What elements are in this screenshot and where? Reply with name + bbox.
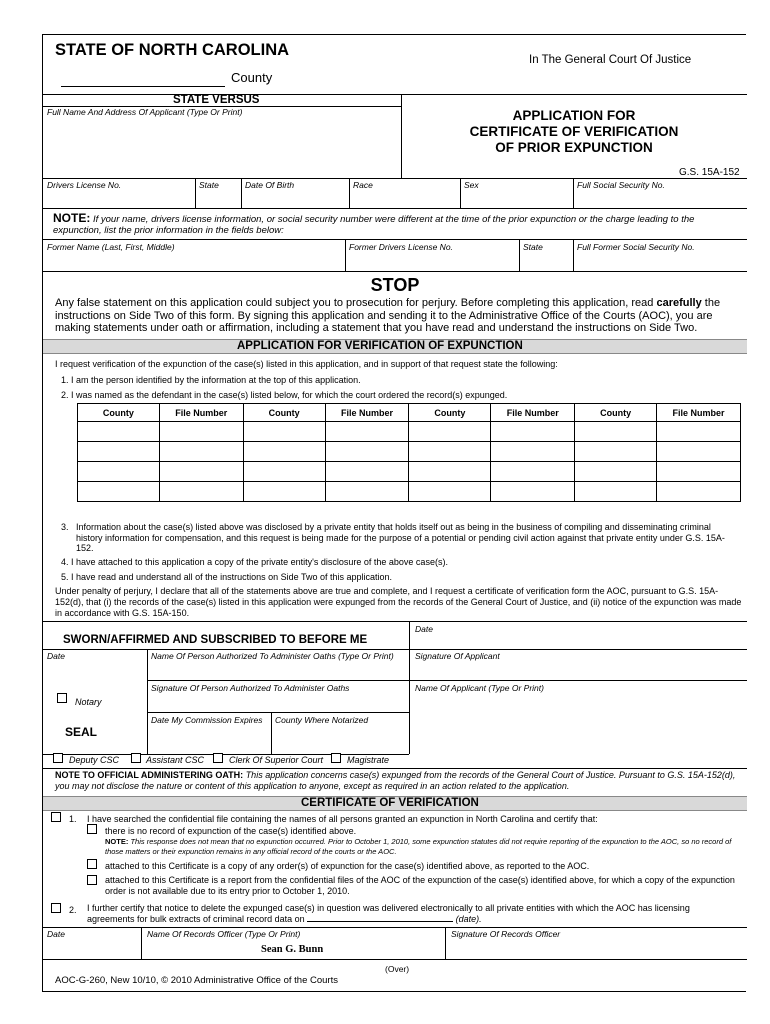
application-item-2: 2. I was named as the defendant in the case(s) listed below, for which the court ordered the record(s) expunged. xyxy=(61,390,508,400)
application-item-3: Information about the case(s) listed above was disclosed by a private entity that holds itself out as being in the business of compiling and disseminating criminal history information for compensation, and this request is being made for the purpose of a potential or pending civil action against that private entity under G.S. 15A-152. xyxy=(76,522,725,553)
certify-2-checkbox[interactable] xyxy=(51,903,61,913)
applicant-name-label: Name Of Applicant (Type Or Print) xyxy=(415,683,544,693)
officer-name: Sean G. Bunn xyxy=(261,944,324,955)
form-id: AOC-G-260, New 10/10, © 2010 Administrative Office of the Courts xyxy=(55,975,338,986)
report-attached-checkbox[interactable] xyxy=(87,875,97,885)
certify-2-num: 2. xyxy=(69,905,77,915)
table-row xyxy=(78,482,741,502)
former-info-note xyxy=(53,213,743,236)
report-attached-text: attached to this Certificate is a report from the confidential files of the AOC of the expunction of the case(s) identified above, for which a copy of the expunction order is not available due to its entry prior to October 1, 2010. xyxy=(105,875,735,896)
application-item-5: 5. I have read and understand all of the instructions on Side Two of this application. xyxy=(61,572,393,582)
notary-label: Notary xyxy=(75,697,102,707)
officer-name-label: Name Of Records Officer (Type Or Print) xyxy=(147,929,301,939)
no-record-checkbox[interactable] xyxy=(87,824,97,834)
clerk-label: Clerk Of Superior Court xyxy=(229,755,324,765)
form-page xyxy=(42,34,746,992)
assistant-csc-checkbox[interactable] xyxy=(131,753,141,763)
oath-date-label: Date xyxy=(47,651,65,661)
seal-label: SEAL xyxy=(65,725,98,739)
id-state-label: State xyxy=(199,180,219,190)
county-line xyxy=(61,86,225,87)
case-table xyxy=(77,403,741,502)
state-versus-label: STATE VERSUS xyxy=(173,94,260,106)
deputy-csc-label: Deputy CSC xyxy=(69,755,120,765)
application-band xyxy=(43,339,747,354)
no-record-text: there is no record of expunction of the case(s) identified above. xyxy=(105,826,357,836)
deputy-csc-checkbox[interactable] xyxy=(53,753,63,763)
authorized-signature-label: Signature Of Person Authorized To Administer Oaths xyxy=(151,683,350,693)
sworn-heading: SWORN/AFFIRMED AND SUBSCRIBED TO BEFORE ME xyxy=(63,634,368,646)
order-attached-checkbox[interactable] xyxy=(87,859,97,869)
certify-1-text: I have searched the confidential file containing the names of all persons granted an expunction in North Carolina and certify that: xyxy=(87,814,598,824)
table-row xyxy=(78,422,741,442)
official-oath-note: NOTE TO OFFICIAL ADMINISTERING OATH: This application concerns case(s) expunged from the records of the General Court of Justice. Pursuant to G.S. 15A-152(d), you may not disclose the nature or content of this application to anyone, except as required in an action related to the application. xyxy=(55,770,736,791)
drivers-license-label: Drivers License No. xyxy=(47,180,122,190)
order-attached-text: attached to this Certificate is a copy of any order(s) of expunction for the case(s) identified above, as reported to the AOC. xyxy=(105,861,590,871)
county-label: County xyxy=(231,70,273,85)
perjury-statement: Under penalty of perjury, I declare that all of the statements above are true and complete, and I request a certificate of verification form the AOC, pursuant to G.S. 15A-152(d), that (i) the records of the case(s) listed in this application were expunged from the records of the General Court of Justice, and (ii) notice of the expunction was made in accordance with G.S. 15A-150. xyxy=(55,586,742,618)
certify-1-num: 1. xyxy=(69,814,77,824)
county-notarized-label: County Where Notarized xyxy=(275,715,369,725)
former-name-label: Former Name (Last, First, Middle) xyxy=(47,242,175,252)
magistrate-checkbox[interactable] xyxy=(331,753,341,763)
application-item-4: 4. I have attached to this application a copy of the private entity's disclosure of the above case(s). xyxy=(61,557,448,567)
certificate-heading: CERTIFICATE OF VERIFICATION xyxy=(301,797,479,809)
title-line-2: CERTIFICATE OF VERIFICATION xyxy=(469,124,679,139)
notice-date-field[interactable] xyxy=(307,921,453,922)
former-ssn-label: Full Former Social Security No. xyxy=(577,242,695,252)
ssn-label: Full Social Security No. xyxy=(577,180,665,190)
former-license-label: Former Drivers License No. xyxy=(349,242,453,252)
note-text: If your name, drivers license information, or social security number were different at the time of the prior expunction or the charge leading to the expunction, list the prior information in the fields below: xyxy=(53,214,695,236)
statute-label: G.S. 15A-152 xyxy=(679,167,740,178)
form-title xyxy=(401,108,747,156)
authorized-name-label: Name Of Person Authorized To Administer Oaths (Type Or Print) xyxy=(151,651,394,661)
title-line-1: APPLICATION FOR xyxy=(512,108,636,123)
note-label: NOTE: xyxy=(53,211,91,225)
applicant-label: Full Name And Address Of Applicant (Type Or Print) xyxy=(47,107,243,117)
court-label: In The General Court Of Justice xyxy=(529,54,692,66)
certificate-date-label: Date xyxy=(47,929,65,939)
commission-expires-label: Date My Commission Expires xyxy=(151,715,263,725)
application-item-1: 1. I am the person identified by the information at the top of this application. xyxy=(61,375,361,385)
application-item-3-num: 3. xyxy=(61,522,69,532)
table-row xyxy=(78,442,741,462)
former-state-label: State xyxy=(523,242,543,252)
assistant-csc-label: Assistant CSC xyxy=(146,755,205,765)
dob-label: Date Of Birth xyxy=(245,180,295,190)
application-intro: I request verification of the expunction of the case(s) listed in this application, and in support of that request state the following: xyxy=(55,359,558,369)
certify-1-checkbox[interactable] xyxy=(51,812,61,822)
sex-label: Sex xyxy=(464,180,479,190)
officer-signature-label: Signature Of Records Officer xyxy=(451,929,561,939)
race-label: Race xyxy=(353,180,373,190)
title-line-3: OF PRIOR EXPUNCTION xyxy=(495,140,653,155)
table-row xyxy=(78,462,741,482)
case-table-header: County File Number County File Number County File Number County File Number xyxy=(78,404,741,422)
applicant-signature-label: Signature Of Applicant xyxy=(415,651,500,661)
no-record-note: NOTE: This response does not mean that no expunction occurred. Prior to October 1, 2010, some expunction statutes did not require reporting of the expunction to the AOC, so no record of those matters or their expunction remains in any official record of the courts or the AOC. xyxy=(105,837,732,856)
state-title: STATE OF NORTH CAROLINA xyxy=(55,41,290,59)
certify-2-text: I further certify that notice to delete the expunged case(s) in question was delivered electronically to all private entities with which the AOC has licensing agreements for bulk extracts of criminal record data on (date). xyxy=(87,903,690,924)
over-label: (Over) xyxy=(385,964,410,974)
notary-checkbox[interactable] xyxy=(57,693,67,703)
stop-warning: Any false statement on this application could subject you to prosecution for perjury. Before completing this application, read carefully the instructions on Side Two of this form. By signing this application and sending it to the Administrative Office of the Courts (AOC), you are making statements under oath or affirmation, including a statement that you have read and understand the instructions on Side Two. xyxy=(55,297,721,334)
application-heading: APPLICATION FOR VERIFICATION OF EXPUNCTION xyxy=(237,340,523,352)
applicant-date-label: Date xyxy=(415,624,433,634)
magistrate-label: Magistrate xyxy=(347,755,390,765)
stop-heading: STOP xyxy=(370,275,420,295)
clerk-checkbox[interactable] xyxy=(213,753,223,763)
certificate-band xyxy=(43,796,747,811)
